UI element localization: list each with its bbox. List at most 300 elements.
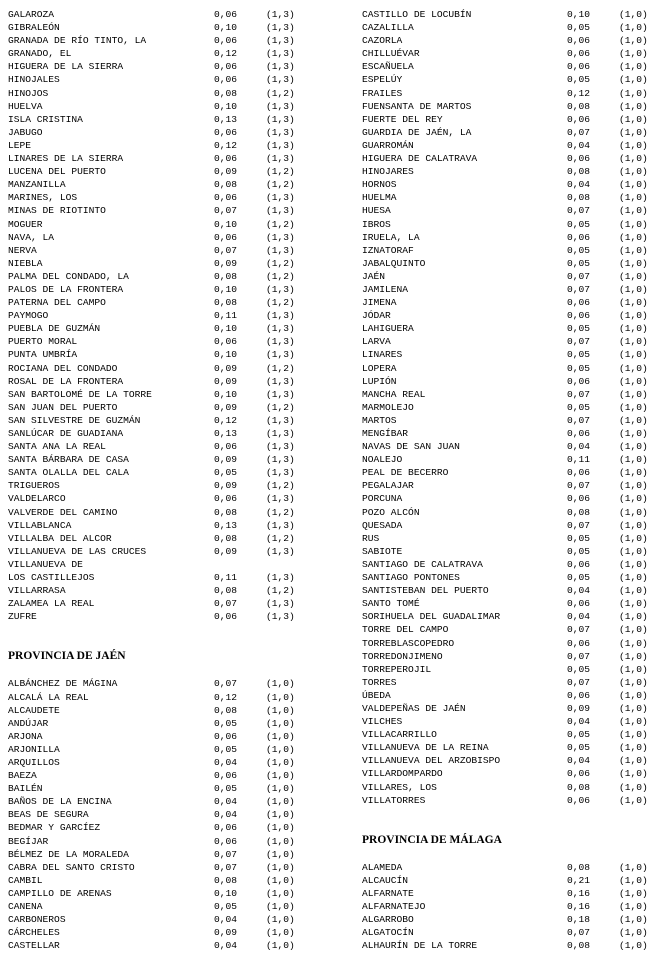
table-row	[362, 506, 669, 519]
coefficient-value: (1,3)	[266, 139, 295, 151]
rate-value: 0,04	[214, 914, 238, 926]
table-row	[8, 610, 328, 623]
table-row	[362, 139, 669, 152]
table-row	[362, 900, 669, 913]
municipality-name: ALGATOCÍN	[362, 927, 414, 939]
table-row	[362, 754, 669, 767]
rate-value: 0,06	[567, 297, 591, 309]
table-row	[8, 362, 328, 375]
rate-value: 0,04	[214, 796, 238, 808]
table-row	[8, 756, 328, 769]
rate-value: 0,05	[567, 349, 591, 361]
coefficient-value: (1,0)	[266, 848, 295, 860]
table-row	[362, 34, 669, 47]
rate-value: 0,07	[567, 927, 591, 939]
rate-value: 0,06	[567, 61, 591, 73]
coefficient-value: (1,0)	[266, 770, 295, 782]
coefficient-value: (1,2)	[266, 585, 295, 597]
coefficient-value: (1,2)	[266, 257, 295, 269]
coefficient-value: (1,0)	[619, 270, 648, 282]
municipality-name: LUPIÓN	[362, 375, 397, 387]
rate-value: 0,10	[214, 22, 238, 34]
municipality-name: JABUGO	[8, 126, 43, 138]
table-row	[8, 47, 328, 60]
rate-value: 0,13	[214, 519, 238, 531]
municipality-name: SANTO TOMÉ	[362, 598, 420, 610]
municipality-name: LINARES DE LA SIERRA	[8, 153, 124, 165]
municipality-name: VILLANUEVA DE	[8, 558, 83, 570]
municipality-name: PALOS DE LA FRONTERA	[8, 283, 124, 295]
rate-value: 0,08	[214, 532, 238, 544]
rate-value: 0,08	[214, 704, 238, 716]
rate-value: 0,12	[214, 691, 238, 703]
table-row	[8, 244, 328, 257]
table-row	[8, 717, 328, 730]
rate-value: 0,07	[567, 336, 591, 348]
rate-value: 0,06	[214, 835, 238, 847]
coefficient-value: (1,0)	[619, 113, 648, 125]
municipality-name: CAMPILLO DE ARENAS	[8, 887, 112, 899]
rate-value: 0,09	[214, 927, 238, 939]
coefficient-value: (1,3)	[266, 61, 295, 73]
municipality-name: VILLARES, LOS	[362, 781, 437, 793]
coefficient-value: (1,0)	[619, 244, 648, 256]
rate-value: 0,06	[567, 310, 591, 322]
municipality-name: TORRE DEL CAMPO	[362, 624, 449, 636]
rate-value: 0,06	[567, 231, 591, 243]
coefficient-value: (1,3)	[266, 244, 295, 256]
rate-value: 0,05	[567, 572, 591, 584]
coefficient-value: (1,0)	[266, 822, 295, 834]
rate-value: 0,07	[214, 205, 238, 217]
rate-value: 0,04	[214, 756, 238, 768]
table-row	[8, 440, 328, 453]
table-row	[8, 743, 328, 756]
rate-value: 0,08	[214, 270, 238, 282]
municipality-name: VILLARDOMPARDO	[362, 768, 443, 780]
section-heading-jaen: PROVINCIA DE JAÉN	[8, 650, 126, 663]
rate-value: 0,06	[214, 74, 238, 86]
coefficient-value: (1,0)	[619, 349, 648, 361]
coefficient-value: (1,3)	[266, 192, 295, 204]
coefficient-value: (1,3)	[266, 9, 295, 20]
table-row	[8, 178, 328, 191]
rate-value: 0,05	[567, 729, 591, 741]
municipality-name: LARVA	[362, 336, 391, 348]
coefficient-value: (1,0)	[619, 927, 648, 939]
table-row	[8, 874, 328, 887]
rate-value: 0,06	[214, 153, 238, 165]
rate-value: 0,05	[567, 742, 591, 754]
municipality-name: ALCALÁ LA REAL	[8, 691, 89, 703]
rate-value: 0,06	[214, 336, 238, 348]
table-row	[8, 848, 328, 861]
coefficient-value: (1,0)	[266, 717, 295, 729]
rate-value: 0,09	[214, 362, 238, 374]
table-row	[362, 558, 669, 571]
coefficient-value: (1,0)	[619, 572, 648, 584]
coefficient-value: (1,2)	[266, 532, 295, 544]
coefficient-value: (1,0)	[266, 901, 295, 912]
municipality-name: ALHAURÍN DE LA TORRE	[362, 940, 478, 952]
coefficient-value: (1,3)	[266, 336, 295, 348]
rate-value: 0,05	[567, 74, 591, 86]
municipality-name: GIBRALEÓN	[8, 22, 60, 34]
rate-value: 0,06	[567, 35, 591, 47]
rate-value: 0,06	[214, 730, 238, 742]
table-row	[362, 887, 669, 900]
municipality-name: CARBONEROS	[8, 914, 66, 926]
table-row	[362, 913, 669, 926]
municipality-name: VILLACARRILLO	[362, 729, 437, 741]
coefficient-value: (1,2)	[266, 218, 295, 230]
table-row	[8, 335, 328, 348]
municipality-name: RUS	[362, 532, 380, 544]
rate-value: 0,07	[567, 676, 591, 688]
coefficient-value: (1,0)	[619, 48, 648, 60]
coefficient-value: (1,0)	[619, 257, 648, 269]
coefficient-value: (1,0)	[619, 22, 648, 34]
municipality-name: SORIHUELA DEL GUADALIMAR	[362, 611, 501, 623]
coefficient-value: (1,0)	[266, 691, 295, 703]
coefficient-value: (1,3)	[266, 349, 295, 361]
rate-value: 0,09	[214, 480, 238, 492]
table-row	[8, 348, 328, 361]
coefficient-value: (1,0)	[266, 743, 295, 755]
coefficient-value: (1,0)	[619, 914, 648, 926]
rate-value: 0,04	[214, 809, 238, 821]
rate-value: 0,05	[567, 257, 591, 269]
table-row	[362, 939, 669, 952]
table-row	[8, 926, 328, 939]
municipality-name: ALCAUDETE	[8, 704, 60, 716]
coefficient-value: (1,0)	[619, 205, 648, 217]
municipality-name: ALCAUCÍN	[362, 874, 409, 886]
table-row	[362, 781, 669, 794]
coefficient-value: (1,0)	[619, 126, 648, 138]
coefficient-value: (1,0)	[619, 650, 648, 662]
municipality-name: CABRA DEL SANTO CRISTO	[8, 861, 135, 873]
rate-value: 0,07	[567, 388, 591, 400]
rate-value: 0,05	[567, 663, 591, 675]
table-row	[8, 296, 328, 309]
coefficient-value: (1,0)	[619, 336, 648, 348]
rate-value: 0,08	[567, 166, 591, 178]
municipality-name: QUESADA	[362, 519, 403, 531]
coefficient-value: (1,2)	[266, 480, 295, 492]
municipality-name: SAN JUAN DEL PUERTO	[8, 401, 118, 413]
coefficient-value: (1,0)	[619, 283, 648, 295]
table-row	[362, 362, 669, 375]
rate-value: 0,05	[567, 244, 591, 256]
municipality-name: ESCAÑUELA	[362, 61, 414, 73]
table-row	[8, 191, 328, 204]
rate-value: 0,06	[214, 441, 238, 453]
coefficient-value: (1,2)	[266, 270, 295, 282]
coefficient-value: (1,0)	[619, 35, 648, 47]
coefficient-value: (1,3)	[266, 388, 295, 400]
table-row	[362, 715, 669, 728]
table-row	[362, 47, 669, 60]
coefficient-value: (1,3)	[266, 493, 295, 505]
coefficient-value: (1,0)	[266, 927, 295, 939]
coefficient-value: (1,0)	[619, 323, 648, 335]
table-row	[8, 8, 328, 21]
rate-value: 0,04	[567, 716, 591, 728]
municipality-name: VALDEPEÑAS DE JAÉN	[362, 702, 466, 714]
municipality-name: CASTILLO DE LOCUBÍN	[362, 9, 472, 20]
table-row	[362, 874, 669, 887]
table-row	[362, 335, 669, 348]
coefficient-value: (1,0)	[619, 310, 648, 322]
municipality-name: VILLALBA DEL ALCOR	[8, 532, 112, 544]
table-row	[362, 257, 669, 270]
municipality-name: CHILLUÉVAR	[362, 48, 420, 60]
coefficient-value: (1,0)	[619, 401, 648, 413]
coefficient-value: (1,0)	[619, 375, 648, 387]
table-row	[362, 440, 669, 453]
coefficient-value: (1,0)	[619, 716, 648, 728]
coefficient-value: (1,3)	[266, 375, 295, 387]
municipality-name: LOS CASTILLEJOS	[8, 572, 95, 584]
rate-value: 0,10	[214, 349, 238, 361]
table-row	[362, 73, 669, 86]
coefficient-value: (1,2)	[266, 401, 295, 413]
rate-value: 0,08	[214, 179, 238, 191]
municipality-name: VILLANUEVA DE LAS CRUCES	[8, 545, 147, 557]
rate-value: 0,10	[214, 100, 238, 112]
municipality-name: MINAS DE RIOTINTO	[8, 205, 106, 217]
municipality-name: VILLANUEVA DEL ARZOBISPO	[362, 755, 501, 767]
coefficient-value: (1,2)	[266, 87, 295, 99]
rate-value: 0,12	[214, 414, 238, 426]
rate-value: 0,10	[214, 388, 238, 400]
coefficient-value: (1,0)	[619, 100, 648, 112]
table-row	[362, 204, 669, 217]
rate-value: 0,08	[214, 506, 238, 518]
table-row	[362, 728, 669, 741]
rate-value: 0,10	[214, 218, 238, 230]
coefficient-value: (1,0)	[619, 702, 648, 714]
coefficient-value: (1,3)	[266, 153, 295, 165]
rate-value: 0,09	[214, 401, 238, 413]
table-row	[8, 939, 328, 952]
municipality-name: BÉLMEZ DE LA MORALEDA	[8, 848, 129, 860]
rate-value: 0,08	[567, 100, 591, 112]
table-row	[8, 414, 328, 427]
table-row	[8, 913, 328, 926]
municipality-name: HIGUERA DE LA SIERRA	[8, 61, 124, 73]
coefficient-value: (1,0)	[619, 676, 648, 688]
municipality-name: BAÑOS DE LA ENCINA	[8, 796, 112, 808]
rate-value: 0,16	[567, 887, 591, 899]
municipality-name: CAZORLA	[362, 35, 403, 47]
municipality-name: POZO ALCÓN	[362, 506, 420, 518]
municipality-name: SAN SILVESTRE DE GUZMÁN	[8, 414, 141, 426]
rate-value: 0,07	[214, 598, 238, 610]
table-row	[362, 100, 669, 113]
table-row	[8, 270, 328, 283]
table-row	[8, 861, 328, 874]
table-row	[8, 283, 328, 296]
coefficient-value: (1,3)	[266, 205, 295, 217]
table-row	[8, 375, 328, 388]
table-row	[362, 623, 669, 636]
municipality-name: SAN BARTOLOMÉ DE LA TORRE	[8, 388, 152, 400]
coefficient-value: (1,0)	[619, 585, 648, 597]
municipality-name: LINARES	[362, 349, 403, 361]
municipality-name: TORREPEROJIL	[362, 663, 432, 675]
table-row	[8, 165, 328, 178]
rate-value: 0,04	[567, 755, 591, 767]
coefficient-value: (1,0)	[619, 454, 648, 466]
municipality-name: SANTIAGO PONTONES	[362, 572, 460, 584]
municipality-name: JAMILENA	[362, 283, 409, 295]
municipality-name: VILCHES	[362, 716, 403, 728]
table-row	[362, 322, 669, 335]
rate-value: 0,05	[567, 22, 591, 34]
coefficient-value: (1,0)	[266, 678, 295, 690]
municipality-name: SABIOTE	[362, 545, 403, 557]
municipality-name: HUELMA	[362, 192, 397, 204]
municipality-name: CASTELLAR	[8, 940, 60, 952]
coefficient-value: (1,0)	[619, 545, 648, 557]
municipality-name: SANLÚCAR DE GUADIANA	[8, 428, 124, 439]
coefficient-value: (1,3)	[266, 35, 295, 47]
rate-value: 0,07	[567, 624, 591, 636]
table-row	[362, 244, 669, 257]
coefficient-value: (1,0)	[619, 940, 648, 952]
municipality-name: MARINES, LOS	[8, 192, 78, 204]
municipality-name: SANTISTEBAN DEL PUERTO	[362, 585, 489, 597]
municipality-name: ESPELÚY	[362, 74, 403, 86]
coefficient-value: (1,3)	[266, 545, 295, 557]
rate-value: 0,13	[214, 113, 238, 125]
municipality-name: BEDMAR Y GARCÍEZ	[8, 822, 101, 834]
rate-value: 0,06	[214, 61, 238, 73]
coefficient-value: (1,2)	[266, 166, 295, 178]
table-row	[362, 60, 669, 73]
table-row	[8, 427, 328, 440]
table-row	[8, 821, 328, 834]
table-row	[362, 21, 669, 34]
coefficient-value: (1,0)	[619, 192, 648, 204]
coefficient-value: (1,3)	[266, 519, 295, 531]
coefficient-value: (1,3)	[266, 74, 295, 86]
table-row	[362, 794, 669, 807]
rate-value: 0,05	[567, 323, 591, 335]
municipality-name: PEAL DE BECERRO	[362, 467, 449, 479]
rate-value: 0,06	[214, 231, 238, 243]
municipality-name: IZNATORAF	[362, 244, 414, 256]
rate-value: 0,07	[567, 480, 591, 492]
coefficient-value: (1,0)	[619, 742, 648, 754]
coefficient-value: (1,0)	[619, 755, 648, 767]
table-row	[362, 861, 669, 874]
rate-value: 0,04	[567, 179, 591, 191]
table-row	[8, 34, 328, 47]
municipality-name: ISLA CRISTINA	[8, 113, 83, 125]
table-row	[8, 808, 328, 821]
rate-value: 0,07	[567, 414, 591, 426]
municipality-name: GALAROZA	[8, 9, 55, 20]
municipality-name: ALFARNATEJO	[362, 901, 426, 912]
rate-value: 0,08	[567, 781, 591, 793]
municipality-name: LEPE	[8, 139, 32, 151]
municipality-name: MENGÍBAR	[362, 428, 409, 439]
municipality-name: LOPERA	[362, 362, 397, 374]
rate-value: 0,06	[214, 493, 238, 505]
table-row	[362, 427, 669, 440]
municipality-name: FUENSANTA DE MARTOS	[362, 100, 472, 112]
municipality-name: FRAILES	[362, 87, 403, 99]
rate-value: 0,18	[567, 914, 591, 926]
municipality-name: HINOJOS	[8, 87, 49, 99]
table-row	[362, 676, 669, 689]
table-row	[8, 795, 328, 808]
municipality-name: ÚBEDA	[362, 689, 391, 701]
municipality-name: NAVA, LA	[8, 231, 55, 243]
municipality-name: HUELVA	[8, 100, 43, 112]
municipality-name: VILLANUEVA DE LA REINA	[362, 742, 489, 754]
rate-value: 0,07	[567, 283, 591, 295]
table-row	[362, 466, 669, 479]
coefficient-value: (1,0)	[619, 493, 648, 505]
coefficient-value: (1,0)	[619, 139, 648, 151]
table-row	[8, 887, 328, 900]
municipality-name: MOGUER	[8, 218, 43, 230]
table-row	[8, 769, 328, 782]
table-row	[362, 191, 669, 204]
municipality-name: PUERTO MORAL	[8, 336, 78, 348]
municipality-name: ALBÁNCHEZ DE MÁGINA	[8, 678, 118, 690]
table-row	[8, 388, 328, 401]
municipality-name: HUESA	[362, 205, 391, 217]
municipality-name: ALGARROBO	[362, 914, 414, 926]
table-row	[362, 270, 669, 283]
coefficient-value: (1,0)	[266, 704, 295, 716]
rate-value: 0,10	[214, 323, 238, 335]
coefficient-value: (1,3)	[266, 572, 295, 584]
rate-value: 0,06	[567, 153, 591, 165]
huelva-list	[8, 8, 328, 623]
rate-value: 0,12	[214, 139, 238, 151]
table-row	[362, 479, 669, 492]
coefficient-value: (1,3)	[266, 428, 295, 439]
coefficient-value: (1,0)	[619, 558, 648, 570]
rate-value: 0,04	[567, 441, 591, 453]
municipality-name: PATERNA DEL CAMPO	[8, 297, 106, 309]
table-row	[362, 637, 669, 650]
municipality-name: ROSAL DE LA FRONTERA	[8, 375, 124, 387]
rate-value: 0,04	[567, 585, 591, 597]
rate-value: 0,07	[567, 270, 591, 282]
coefficient-value: (1,0)	[266, 783, 295, 795]
rate-value: 0,06	[567, 428, 591, 439]
coefficient-value: (1,2)	[266, 362, 295, 374]
municipality-name: TRIGUEROS	[8, 480, 60, 492]
rate-value: 0,08	[567, 506, 591, 518]
municipality-name: JABALQUINTO	[362, 257, 426, 269]
table-row	[362, 689, 669, 702]
table-row	[8, 204, 328, 217]
municipality-name: ARQUILLOS	[8, 756, 60, 768]
municipality-name: IBROS	[362, 218, 391, 230]
municipality-name: PUEBLA DE GUZMÁN	[8, 323, 101, 335]
rate-value: 0,06	[567, 48, 591, 60]
table-row	[8, 532, 328, 545]
table-row	[8, 257, 328, 270]
